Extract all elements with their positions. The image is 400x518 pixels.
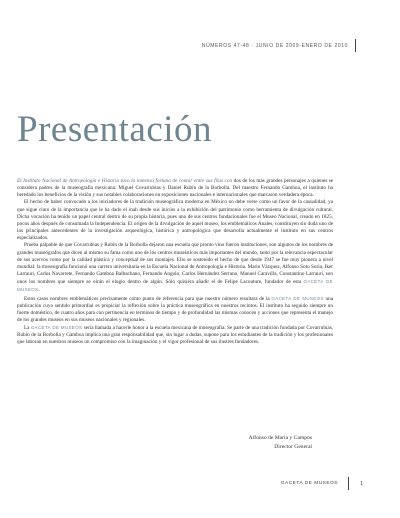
paragraph-5-text: sería llamada a hacerle honor a la escuela mexicana de museografía. Se parte de una tradición fundada por Covarrubias, Rubín de la Borbolla y Gamboa implica una gran responsabilidad que, sin lugar a dudas, supone para los estudiantes de la tradición y los profesionales que laboran en nuestros museos un compromiso con la imaginación y el vigor profesional de sus ilustres fundadores. <box>17 325 334 346</box>
paragraph-1 <box>17 178 333 199</box>
brand-name: GACETA DE MUSEOS <box>17 279 334 293</box>
paragraph-4-rest: una publicación cuyo sentido primordial es propiciar la reflexión sobre la práctica museográfica en nuestros recintos. El instituto ha seguido siempre un fuerte doméstico, de cuatro años para con pertinencia en términos de tiempo y de profundidad las mismas conocen y acciones que representa el manejo de los grandes museos en sus museos nacionales y regionales. <box>17 295 334 323</box>
page-number: 1 <box>360 481 363 487</box>
article-body <box>17 178 333 347</box>
issue-header: NÚMEROS 47-48 · JUNIO DE 2009-ENERO DE 2010 <box>201 43 348 49</box>
paragraph-3-text: Prueba palpable de que Covarrubias y Rubín de la Borbolla dejaron una escuela que pronto vino fueron instituciones, son algunos de los nombres de grandes museógrafos que dicen al mismo su fama como uno de los centros museísticos más importantes del mundo, tanto por la relevancia espectacular de sus acervos como por la calidad plástica y conceptual de sus montajes. Ello se sostenido el hecho de que desde 1947 se fue muy pionera a nivel mundial: la museografía funcionó una carrera universitaria en la Escuela Nacional de Antropología e Historia. Mario Vázquez, Alfonso Soto Soria, Iker Larrauri, Carlos Navarrete, Fernando Gamboa Balbachano, Fernando Angulo, Carlos Hernández Serrano, Manuel Caravilla, Constantino Larrauri, son unos los nombres que siempre se oirán el elogio dentro de algún. Sólo quisiéra añadir el de Felipe Lacouture, fundador de esta <box>17 242 333 286</box>
lead-italic-text: El Instituto Nacional de Antropología e Historia tuvo la inmensa fortuna de contar entre sus filas con <box>17 178 233 184</box>
paragraph-3 <box>17 242 333 294</box>
paragraph-5-start: La <box>24 325 30 332</box>
header-divider <box>355 39 356 52</box>
paragraph-1-text: dos de los más grandes personajes a quienes se considera padres de la museografía mexicana: Miguel Covarrubias y Daniel Rubín de la Borbolla. Del maestro Fernando Gamboa, el instituto ha heredado los beneficios de la visión y sus notables colaboraciones en exposiciones nacionales e internacionales que marcaron verdadera época. <box>17 178 334 199</box>
brand-name: GACETA DE MUSEOS <box>30 325 83 331</box>
brand-name: GACETA DE MUSEOS <box>271 295 324 301</box>
signature-block <box>249 434 312 452</box>
signature-role: Director General <box>274 444 312 450</box>
paragraph-4-text: Estos casos nombres emblemáticos precisamente como punto de referencia para que nuestro número resultara de la <box>24 295 270 302</box>
paragraph-5 <box>17 324 333 346</box>
footer-publication-name: GACETA DE MUSEOS <box>280 481 338 486</box>
page-title: Presentación <box>17 109 213 150</box>
paragraph-2: El hecho de haber convocado a los iniciadores de la tradición museográfica moderna en México no debe verse como un favor de la casualidad, ya que sigue claro de la importancia que le ha dado el inah desde sus inicios a la exhibición del patrimonio como herramienta de divulgación cultural. Dicha vocación ha tenido un papel central dentro de su propia historia, pues uno de sus centros fundacionales fue el Museo Nacional, creado en 1825, pocos años después de consumada la Independencia. El origen de la divulgación de aquel museo, los emblemáticos Anales, constituyen sin duda uno de los principales antecedentes de la investigación arqueológica, histórica y antropológica que desarrolla actualmente el instituto en sus centros especializados. <box>17 199 333 242</box>
paragraph-3-end: . <box>38 287 40 294</box>
paragraph-4 <box>17 295 333 325</box>
signature-name: Alfonso de Maria y Campos <box>248 435 312 441</box>
footer-divider <box>348 477 349 490</box>
